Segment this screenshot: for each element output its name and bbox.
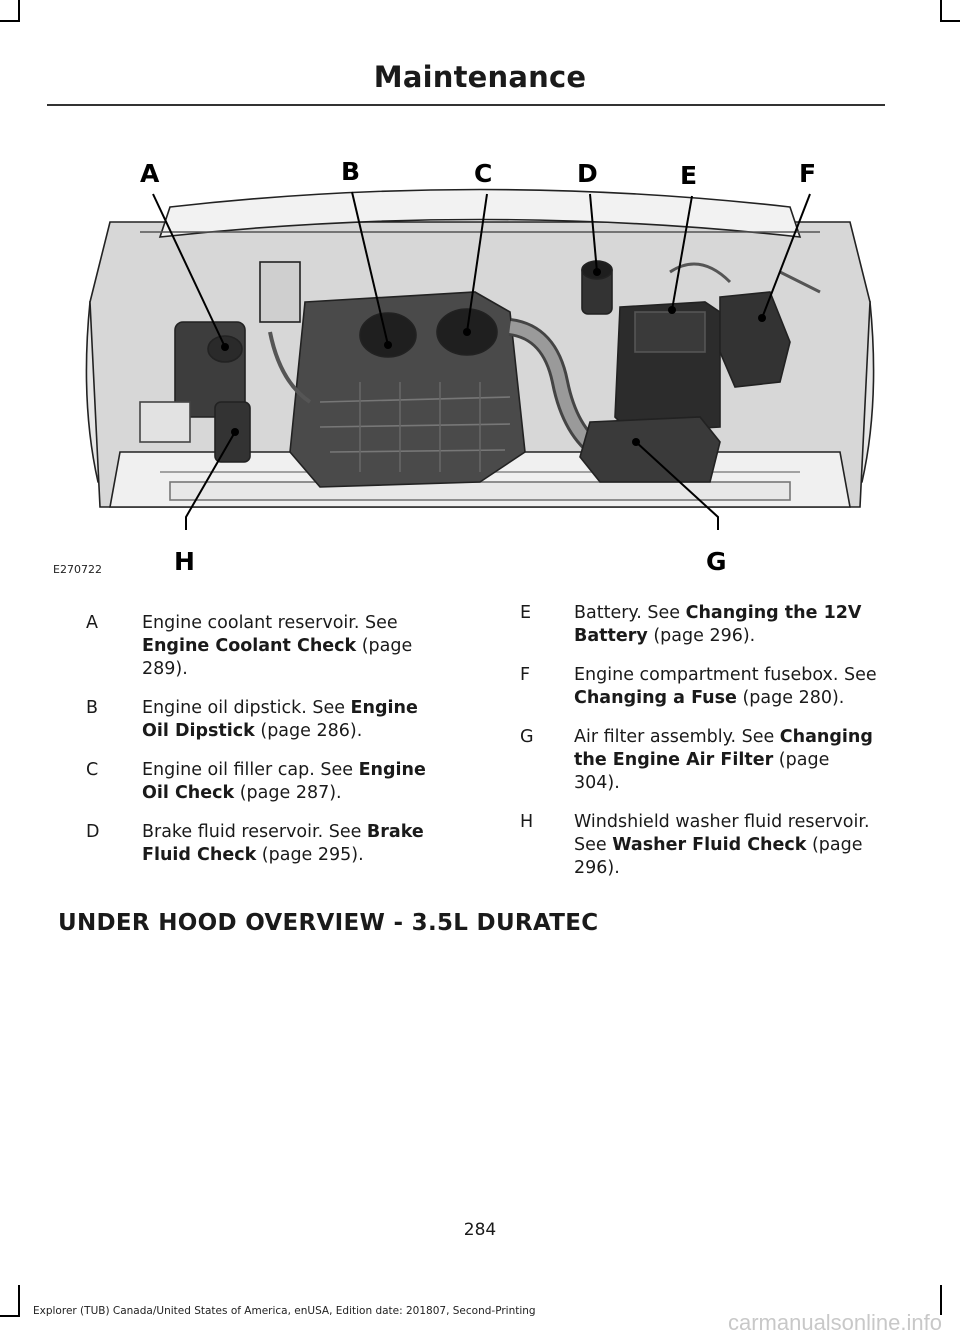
legend-description [574,726,879,795]
legend-item [520,726,880,795]
page-reference: (page 296). [647,626,756,646]
legend-letter: B [86,698,99,718]
page-reference: (page 295). [256,845,364,865]
legend-letter: D [86,822,100,842]
legend-item [86,821,446,867]
legend-item-text: Engine coolant reservoir. See [142,613,398,633]
figure-id: E270722 [53,563,102,576]
legend-letter: H [520,812,534,832]
page-reference: (page 286). [254,721,363,741]
legend-left-column [86,612,446,883]
callout-h: H [174,547,195,576]
legend-item-text: Engine oil filler cap. See [142,760,359,780]
page-reference: (page 287). [234,783,342,803]
legend-item-text: Battery. See [574,603,686,623]
page-reference: (page 289). [142,636,413,679]
legend-item [86,697,446,743]
callout-a: A [140,159,160,188]
legend-item [520,811,880,880]
crop-mark [18,0,20,22]
callout-c: C [474,159,493,188]
page-number: 284 [463,1220,497,1240]
cross-reference-link[interactable]: Brake Fluid Check [142,822,424,865]
legend-item [520,664,880,710]
legend-item-text: Windshield washer fluid reservoir. See [574,812,870,855]
callout-g: G [706,547,727,576]
legend-item [86,759,446,805]
cross-reference-link[interactable]: Changing the Engine Air Filter [574,727,873,770]
watermark: carmanualsonline.info [727,1310,942,1335]
legend-letter: F [520,665,531,685]
callout-b: B [341,157,361,186]
cross-reference-link[interactable]: Engine Oil Check [142,760,426,803]
cross-reference-link[interactable]: Engine Coolant Check [142,636,357,656]
page-reference: (page 296). [574,835,863,878]
crop-mark [18,1285,20,1315]
legend-letter: A [86,613,98,633]
page-reference: (page 304). [574,750,830,793]
legend-description [574,811,879,880]
page-title: Maintenance [373,60,587,94]
legend-description [574,602,879,648]
cross-reference-link[interactable]: Changing a Fuse [574,688,737,708]
legend-item-text: Engine compartment fusebox. See [574,665,877,685]
footer-edition-info: Explorer (TUB) Canada/United States of America, enUSA, Edition date: 201807, Second-Printing [33,1305,536,1317]
legend-right-column [520,602,880,896]
crop-mark [940,0,942,22]
header-divider [47,104,885,106]
legend-description [142,821,442,867]
callout-d: D [577,159,598,188]
cross-reference-link[interactable]: Engine Oil Dipstick [142,698,418,741]
legend-item [86,612,446,681]
legend-letter: G [520,727,534,747]
legend-description [574,664,879,710]
legend-item-text: Engine oil dipstick. See [142,698,351,718]
legend-letter: C [86,760,99,780]
legend-item-text: Air filter assembly. See [574,727,780,747]
legend-description [142,759,442,805]
cross-reference-link[interactable]: Washer Fluid Check [612,835,807,855]
callout-f: F [799,159,817,188]
legend-letter: E [520,603,532,623]
crop-mark [940,20,960,22]
legend-description [142,612,442,681]
engine-bay-illustration [80,152,880,582]
page-reference: (page 280). [736,688,845,708]
cross-reference-link[interactable]: Changing the 12V Battery [574,603,862,646]
section-heading: UNDER HOOD OVERVIEW - 3.5L DURATEC [58,910,599,936]
legend-item [520,602,880,648]
callout-e: E [680,161,698,190]
crop-mark [0,1315,20,1317]
legend-description [142,697,442,743]
legend-item-text: Brake fluid reservoir. See [142,822,367,842]
crop-mark [0,20,20,22]
